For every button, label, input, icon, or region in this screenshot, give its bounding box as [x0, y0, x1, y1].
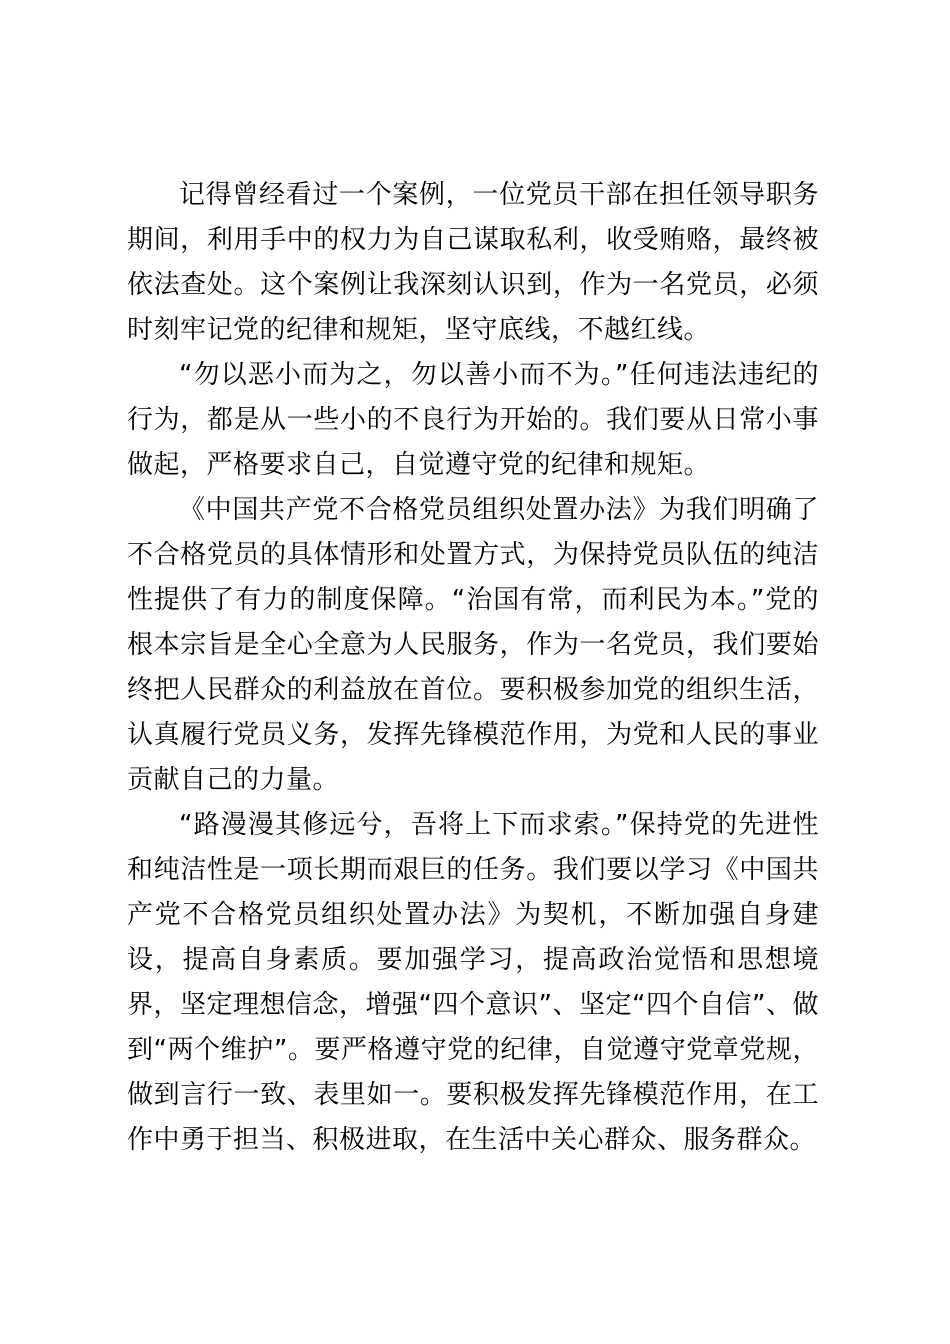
- document-body: [127, 173, 819, 1163]
- paragraph-small-deeds: “勿以恶小而为之，勿以善小而不为。”任何违法违纪的行为，都是从一些小的不良行为开始的。我们要从日常小事做起，严格要求自己，自觉遵守党的纪律和规矩。: [127, 360, 819, 480]
- paragraph-disposal-measures: 《中国共产党不合格党员组织处置办法》为我们明确了不合格党员的具体情形和处置方式，为保持党员队伍的纯洁性提供了有力的制度保障。“治国有常，而利民为本。”党的根本宗旨是全心全意为人民服务，作为一名党员，我们要始终把人民群众的利益放在首位。要积极参加党的组织生活，认真履行党员义务，发挥先锋模范作用，为党和人民的事业贡献自己的力量。: [127, 495, 819, 795]
- paragraph-long-road: “路漫漫其修远兮，吾将上下而求索。”保持党的先进性和纯洁性是一项长期而艰巨的任务。我们要以学习《中国共产党不合格党员组织处置办法》为契机，不断加强自身建设，提高自身素质。要加强学习，提高政治觉悟和思想境界，坚定理想信念，增强“四个意识”、坚定“四个自信”、做到“两个维护”。要严格遵守党的纪律，自觉遵守党章党规，做到言行一致、表里如一。要积极发挥先锋模范作用，在工作中勇于担当、积极进取，在生活中关心群众、服务群众。: [127, 810, 819, 1155]
- paragraph-case-example: 记得曾经看过一个案例，一位党员干部在担任领导职务期间，利用手中的权力为自己谋取私利，收受贿赂，最终被依法查处。这个案例让我深刻认识到，作为一名党员，必须时刻牢记党的纪律和规矩，坚守底线，不越红线。: [127, 180, 819, 345]
